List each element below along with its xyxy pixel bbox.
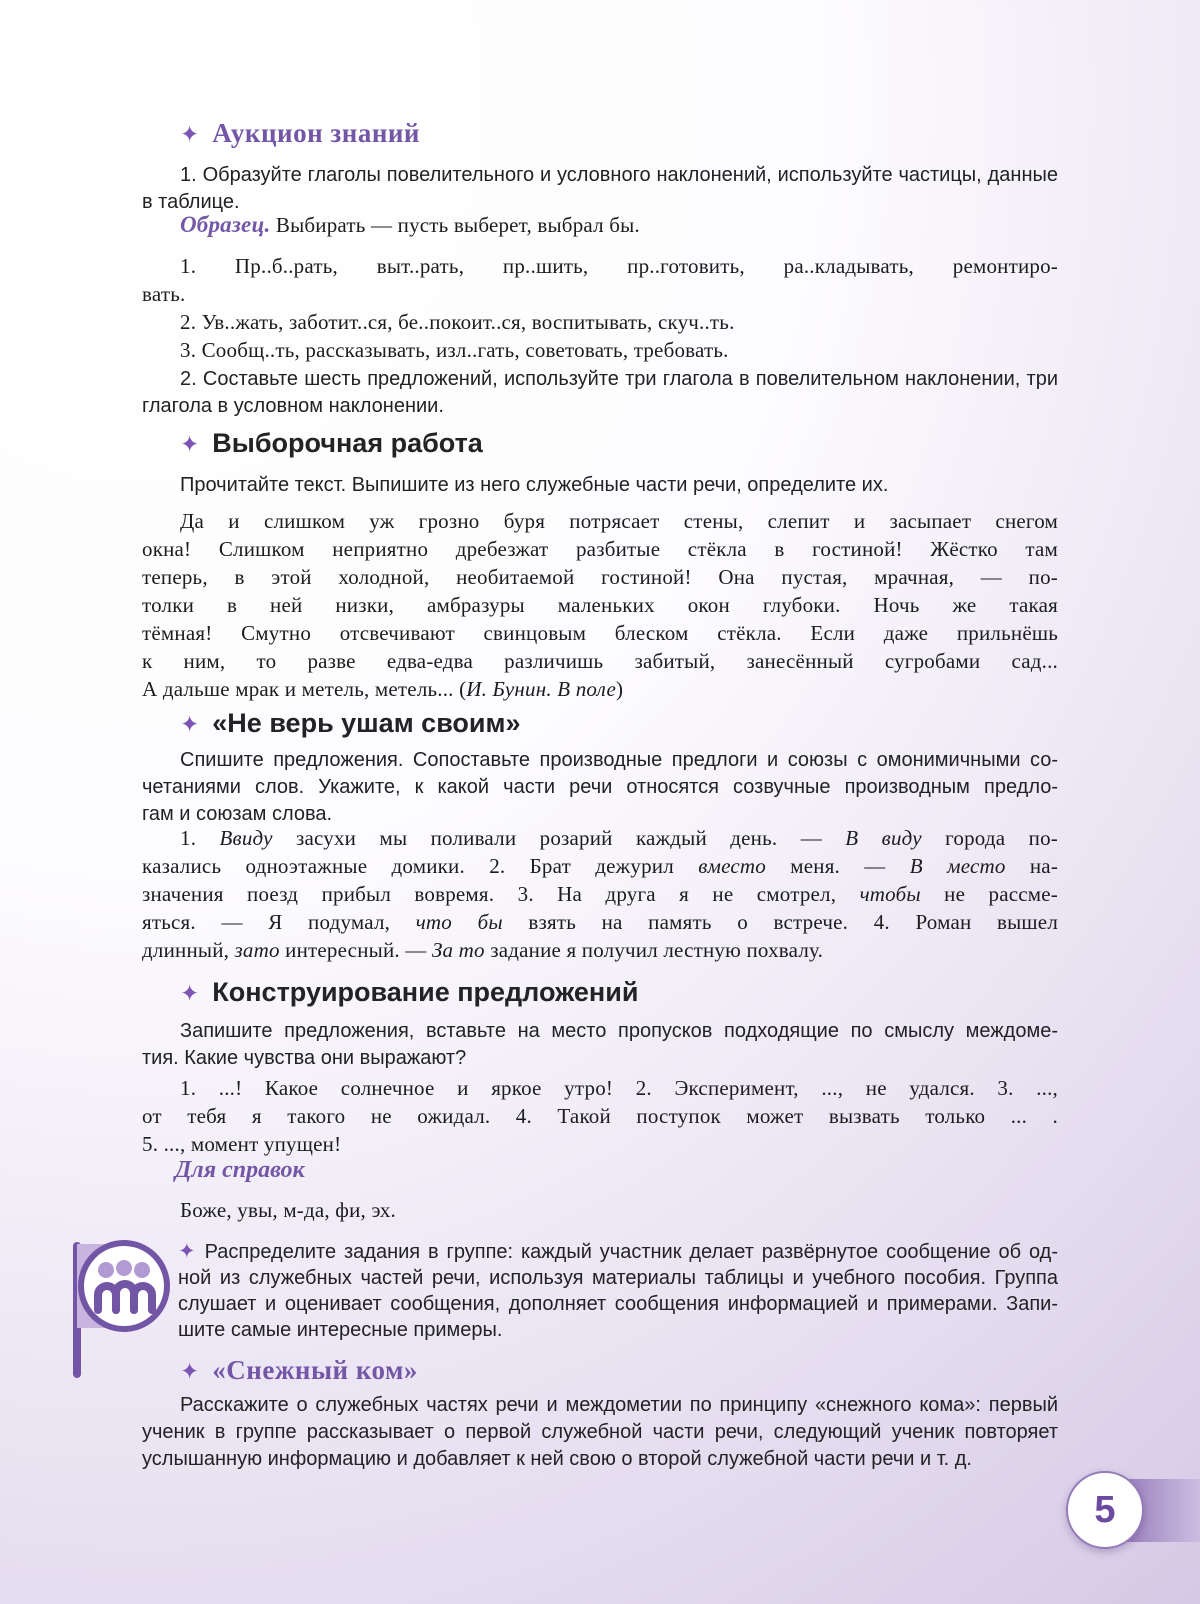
section-heading-constructing <box>180 977 638 1008</box>
section-title-selective: Выборочная работа <box>212 428 483 458</box>
text-segment: 1. <box>180 826 220 850</box>
text-line <box>142 211 1058 239</box>
section-title-dont-believe: «Не верь ушам своим» <box>212 708 521 738</box>
text-segment: значения поезд прибыл вовремя. 3. На друга я не смотрел, <box>142 882 860 906</box>
text-segment: вать. <box>142 282 186 306</box>
text-segment: Боже, увы, м-да, фи, эх. <box>180 1198 396 1222</box>
text-segment: казались одноэтажные домики. 2. Брат дежурил <box>142 854 699 878</box>
constructing-instruction <box>142 1018 1058 1072</box>
text-segment: 1. Пр..б..рать, выт..рать, пр..шить, пр..готовить, ра..кладывать, ремонтиро- <box>180 254 1058 278</box>
text-line <box>142 280 1058 308</box>
text-segment: ной из служебных частей речи, используя материалы таблицы и учебного пособия. Группа <box>178 1267 1058 1289</box>
constructing-exercise <box>142 1074 1058 1158</box>
section-title-constructing: Конструирование предложений <box>212 977 639 1007</box>
auction-task-1 <box>142 162 1058 216</box>
text-line <box>142 1196 1058 1224</box>
page-number: 5 <box>1094 1488 1116 1531</box>
text-line <box>142 393 1058 420</box>
text-line <box>142 1102 1058 1130</box>
text-line <box>178 1265 1058 1291</box>
diamond-icon: ✦ <box>180 432 200 458</box>
dont-believe-exercise <box>142 824 1058 964</box>
section-heading-dont-believe <box>180 708 521 739</box>
text-segment: ) <box>616 677 624 701</box>
text-segment: глагола в условном наклонении. <box>142 395 444 417</box>
text-segment: Да и слишком уж грозно буря потрясает стены, слепит и засыпает снегом <box>180 509 1058 533</box>
text-segment: тёмная! Смутно отсвечивают свинцовым блеском стёкла. Если даже прильнёшь <box>142 621 1058 645</box>
section-title-auction: Аукцион знаний <box>212 118 420 148</box>
text-segment: задание я получил лестную похвалу. <box>484 938 824 962</box>
text-line <box>142 619 1058 647</box>
text-line <box>142 591 1058 619</box>
text-line <box>142 366 1058 393</box>
text-line <box>142 472 1058 499</box>
text-segment: к ним, то разве едва-едва различишь забитый, занесённый сугробами сад... <box>142 649 1058 673</box>
group-task-text <box>178 1238 1058 1343</box>
text-segment: чтобы <box>859 882 921 906</box>
text-line <box>142 647 1058 675</box>
text-segment: Выбирать — пусть выберет, выбрал бы. <box>270 213 640 237</box>
text-line <box>142 1392 1058 1419</box>
section-heading-auction <box>180 118 420 149</box>
text-segment: За то <box>431 938 485 962</box>
diamond-icon: ✦ <box>180 1359 200 1385</box>
text-segment: яться. — Я подумал, <box>142 910 416 934</box>
text-segment: окна! Слишком неприятно дребезжат разбитые стёкла в гостиной! Жёстко там <box>142 537 1058 561</box>
text-segment: услышанную информацию и добавляет к ней свою о второй служебной части речи и т. д. <box>142 1448 972 1470</box>
text-segment: меня. — <box>765 854 910 878</box>
text-segment: не рассме- <box>920 882 1058 906</box>
text-line <box>142 1130 1058 1158</box>
dont-believe-instruction <box>142 747 1058 828</box>
text-line <box>142 162 1058 189</box>
selective-instruction <box>142 472 1058 499</box>
text-line <box>142 1446 1058 1473</box>
text-line <box>142 507 1058 535</box>
bunin-text <box>142 507 1058 703</box>
text-segment: толки в ней низки, амбразуры маленьких окон глубоки. Ночь же такая <box>142 593 1058 617</box>
text-segment: взять на память о встрече. 4. Роман вышел <box>502 910 1059 934</box>
text-line <box>178 1317 1058 1343</box>
text-line <box>142 535 1058 563</box>
section-heading-snowball <box>180 1355 418 1386</box>
text-segment: тия. Какие чувства они выражают? <box>142 1047 467 1069</box>
text-line <box>142 336 1058 364</box>
text-segment: от тебя я такого не ожидал. 4. Такой поступок может вызвать только ... . <box>142 1104 1058 1128</box>
text-segment: В место <box>909 854 1006 878</box>
text-line <box>142 1074 1058 1102</box>
text-segment: 2. Ув..жать, заботит..ся, бе..покоит..ся, воспитывать, скуч..ть. <box>180 310 735 334</box>
text-line <box>142 774 1058 801</box>
text-line <box>142 747 1058 774</box>
text-segment: на- <box>1005 854 1059 878</box>
text-line <box>142 852 1058 880</box>
text-segment: интересный. — <box>279 938 432 962</box>
text-segment: в таблице. <box>142 191 240 213</box>
page-number-badge <box>1066 1471 1144 1549</box>
text-line <box>142 1018 1058 1045</box>
text-segment: города по- <box>921 826 1058 850</box>
sample-line <box>142 211 1058 239</box>
diamond-icon: ✦ <box>180 712 200 738</box>
diamond-icon: ✦ <box>180 981 200 1007</box>
text-line <box>142 563 1058 591</box>
section-heading-selective <box>180 428 483 459</box>
text-segment: 3. Сообщ..ть, рассказывать, изл..гать, советовать, требовать. <box>180 338 729 362</box>
text-segment: слушает и оценивает сообщения, дополняет сообщения информацией и примерами. Запи- <box>178 1293 1058 1315</box>
snowball-text <box>142 1392 1058 1473</box>
text-segment: Расскажите о служебных частях речи и междометии по принципу «снежного кома»: первый <box>180 1394 1058 1416</box>
text-line <box>178 1291 1058 1317</box>
text-line <box>142 936 1058 964</box>
text-line <box>142 908 1058 936</box>
reference-title: Для справок <box>175 1157 305 1183</box>
text-segment: четаниями слов. Укажите, к какой части речи относятся созвучные производным предло- <box>142 776 1058 798</box>
text-segment: зато <box>234 938 280 962</box>
text-segment: 5. ..., момент упущен! <box>142 1132 342 1156</box>
text-line <box>178 1238 1058 1265</box>
auction-task-2 <box>142 366 1058 420</box>
diamond-icon: ✦ <box>178 1239 205 1263</box>
text-segment: теперь, в этой холодной, необитаемой гостиной! Она пустая, мрачная, — по- <box>142 565 1058 589</box>
text-segment: Образец. <box>180 212 271 237</box>
text-line <box>142 1045 1058 1072</box>
text-segment: гам и союзам слова. <box>142 803 333 825</box>
text-line <box>142 880 1058 908</box>
reference-words <box>142 1196 1058 1224</box>
text-segment: вместо <box>698 854 766 878</box>
text-segment: засухи мы поливали розарий каждый день. — <box>272 826 846 850</box>
text-segment: 2. Составьте шесть предложений, используйте три глагола в повелительном наклонении, три <box>180 368 1058 390</box>
text-segment: ученик в группе рассказывает о первой служебной части речи, следующий ученик повторяет <box>142 1421 1058 1443</box>
text-line <box>142 1419 1058 1446</box>
verb-items <box>142 252 1058 364</box>
text-segment: В виду <box>845 826 922 850</box>
text-segment: И. Бунин. В поле <box>466 677 616 701</box>
text-segment: Ввиду <box>219 826 273 850</box>
reference-heading <box>175 1157 305 1184</box>
text-segment: что бы <box>415 910 503 934</box>
text-segment: 1. ...! Какое солнечное и яркое утро! 2. Эксперимент, ..., не удался. 3. ..., <box>180 1076 1058 1100</box>
text-segment: шите самые интересные примеры. <box>178 1319 503 1341</box>
text-segment: Спишите предложения. Сопоставьте производные предлоги и союзы с омонимичными со- <box>180 749 1058 771</box>
text-segment: Прочитайте текст. Выпишите из него служебные части речи, определите их. <box>180 474 889 496</box>
text-segment: длинный, <box>142 938 235 962</box>
text-line <box>142 675 1058 703</box>
diamond-icon: ✦ <box>180 122 200 148</box>
text-segment: Запишите предложения, вставьте на место пропусков подходящие по смыслу междоме- <box>180 1020 1058 1042</box>
text-line <box>142 824 1058 852</box>
text-segment: А дальше мрак и метель, метель... ( <box>142 677 467 701</box>
text-line <box>142 308 1058 336</box>
section-title-snowball: «Снежный ком» <box>212 1355 418 1385</box>
text-line <box>142 252 1058 280</box>
text-segment: Распределите задания в группе: каждый участник делает развёрнутое сообщение об од- <box>204 1241 1058 1263</box>
text-segment: 1. Образуйте глаголы повелительного и условного наклонений, используйте частицы, данные <box>180 164 1058 186</box>
group-work-icon <box>66 1234 174 1389</box>
